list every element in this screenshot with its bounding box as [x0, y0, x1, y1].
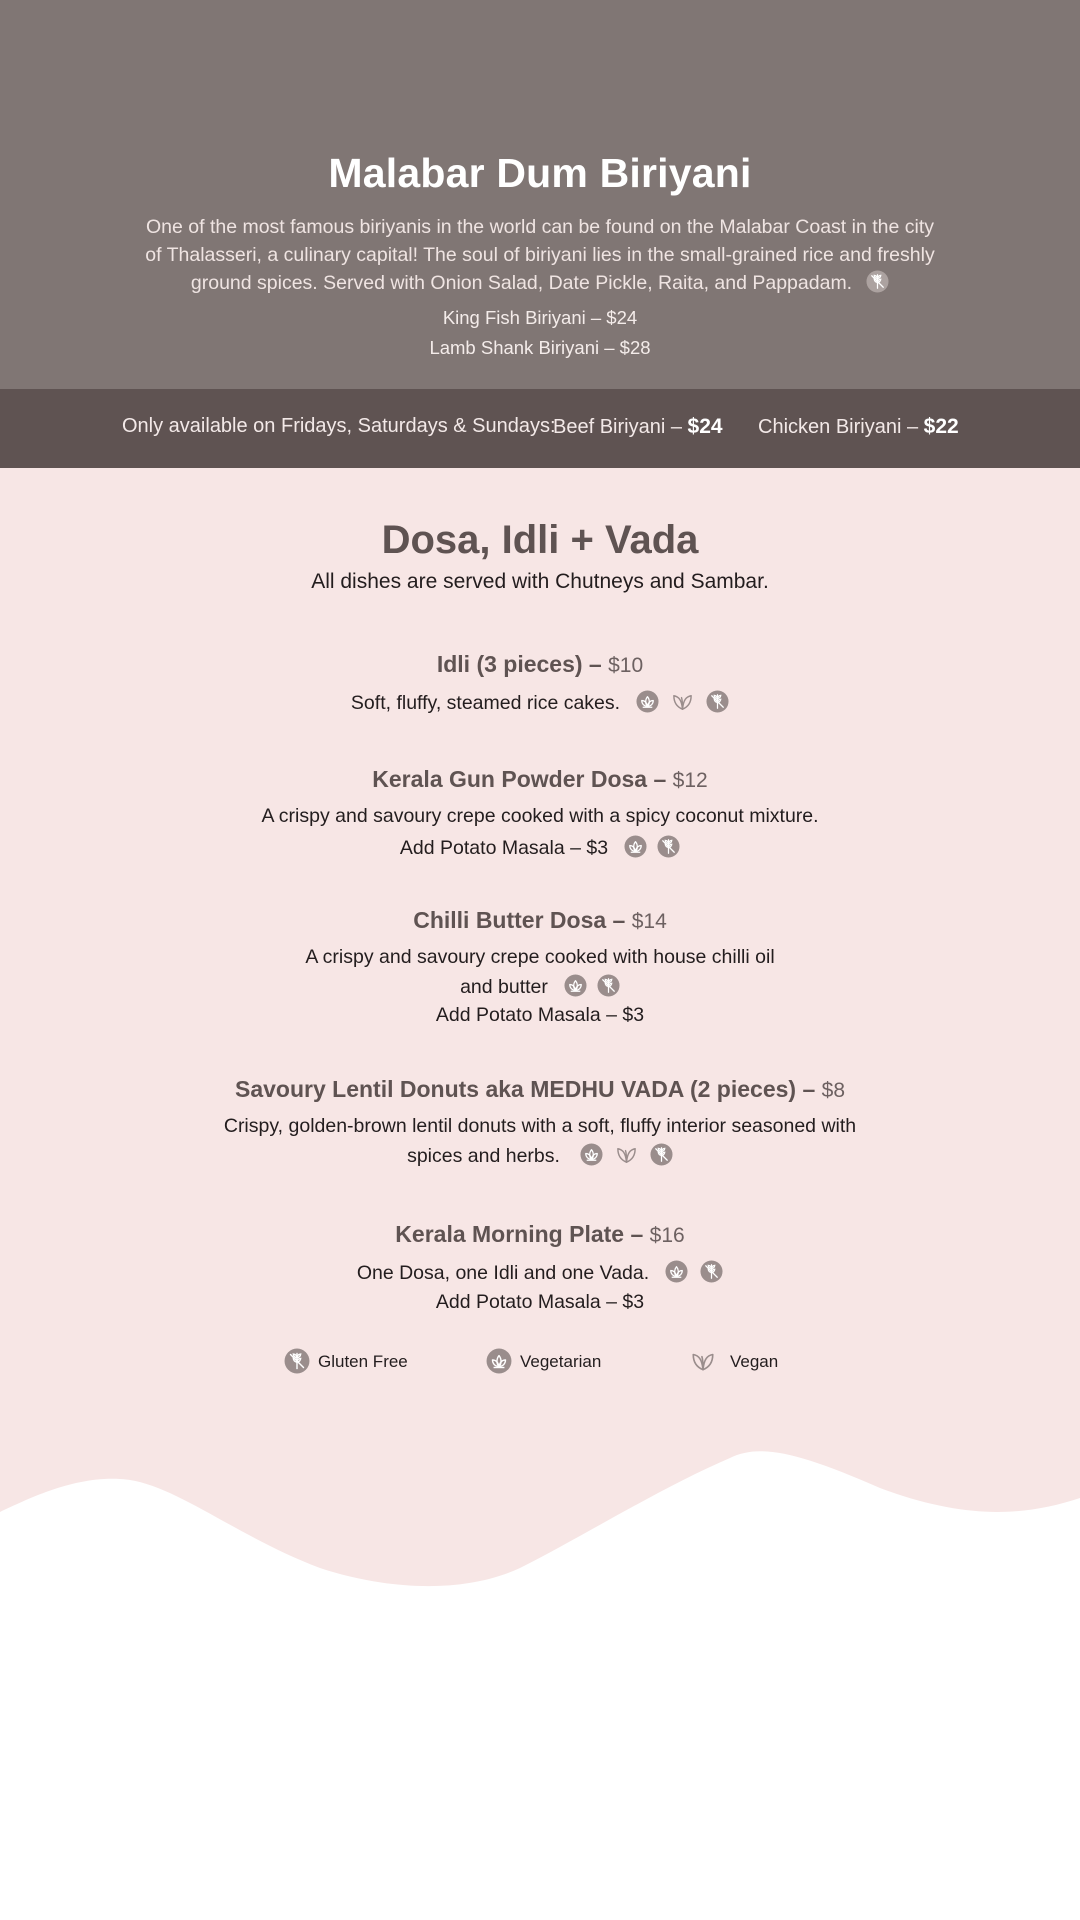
legend-label: Gluten Free	[318, 1352, 408, 1371]
gluten-free-icon	[597, 974, 620, 997]
item-price: $16	[649, 1224, 685, 1247]
beef-price: $24	[687, 415, 723, 438]
legend-vegetarian	[486, 1348, 601, 1374]
gluten-free-icon	[700, 1260, 723, 1283]
biriyani-description	[110, 213, 970, 297]
menu-item-desc: A crispy and savoury crepe cooked with a spicy coconut mixture.	[261, 805, 819, 827]
menu-item-desc: Crispy, golden-brown lentil donuts with a soft, fluffy interior seasoned with	[223, 1115, 857, 1137]
menu-item-desc	[0, 974, 1080, 999]
chicken-biriyani	[758, 415, 959, 439]
item-addon-text: Add Potato Masala – $3	[399, 837, 609, 859]
legend-label: Vegan	[730, 1352, 779, 1371]
chicken-label: Chicken Biriyani –	[758, 416, 919, 438]
item-name: Idli (3 pieces) –	[436, 651, 602, 677]
gluten-free-icon	[284, 1348, 310, 1374]
vegetarian-icon	[486, 1348, 512, 1374]
vegetarian-icon	[580, 1143, 603, 1166]
menu-item-addon: Add Potato Masala – $3	[435, 1291, 645, 1313]
item-name: Savoury Lentil Donuts aka MEDHU VADA (2 pieces) –	[235, 1076, 816, 1102]
pink-background	[0, 468, 1080, 1638]
menu-item-desc	[0, 1143, 1080, 1168]
item-desc-text: Soft, fluffy, steamed rice cakes.	[350, 692, 621, 714]
item-price: $14	[631, 910, 667, 933]
beef-label: Beef Biriyani –	[553, 416, 682, 438]
menu-item-desc	[0, 1260, 1080, 1285]
biriyani-desc-line: of Thalasseri, a culinary capital! The soul of biriyani lies in the small-grained rice and freshly	[145, 244, 935, 266]
vegan-icon	[615, 1143, 638, 1166]
gluten-free-icon	[706, 690, 729, 713]
legend-gluten-free	[284, 1348, 408, 1374]
biriyani-section	[0, 0, 1080, 389]
item-price: $10	[608, 654, 644, 677]
item-name: Kerala Gun Powder Dosa –	[372, 766, 667, 792]
menu-item-addon	[0, 835, 1080, 860]
biriyani-desc-line-text: ground spices. Served with Onion Salad, Date Pickle, Raita, and Pappadam.	[190, 272, 853, 294]
biriyani-desc-line	[110, 269, 970, 297]
vegetarian-icon	[636, 690, 659, 713]
section-title: Dosa, Idli + Vada	[381, 518, 699, 562]
menu-item-desc: A crispy and savoury crepe cooked with house chilli oil	[305, 946, 775, 968]
menu-item-addon: Add Potato Masala – $3	[435, 1004, 645, 1026]
menu-item-name	[0, 651, 1080, 678]
vegetarian-icon	[665, 1260, 688, 1283]
item-desc-text: One Dosa, one Idli and one Vada.	[356, 1262, 650, 1284]
menu-item-name	[0, 1221, 1080, 1248]
gluten-free-icon	[657, 835, 680, 858]
item-name: Chilli Butter Dosa –	[413, 907, 626, 933]
biriyani-title: Malabar Dum Biriyani	[328, 150, 752, 196]
king-fish-price: King Fish Biriyani – $24	[442, 307, 638, 328]
chicken-price: $22	[923, 415, 959, 438]
section-subtitle: All dishes are served with Chutneys and Sambar.	[311, 570, 769, 593]
gluten-free-icon	[650, 1143, 673, 1166]
menu-item-name	[0, 907, 1080, 934]
item-desc-text: spices and herbs.	[407, 1145, 560, 1167]
vegetarian-icon	[564, 974, 587, 997]
lamb-shank-price: Lamb Shank Biriyani – $28	[429, 337, 651, 358]
weekend-special-strip	[0, 389, 1080, 468]
legend-vegan	[690, 1348, 778, 1374]
vegetarian-icon	[624, 835, 647, 858]
item-name: Kerala Morning Plate –	[395, 1221, 644, 1247]
menu-item-name	[0, 1076, 1080, 1103]
item-desc-text: and butter	[460, 976, 548, 998]
item-price: $8	[821, 1079, 845, 1102]
biriyani-desc-line: One of the most famous biriyanis in the world can be found on the Malabar Coast in the city	[145, 216, 934, 238]
menu-item-name	[0, 766, 1080, 793]
item-price: $12	[672, 769, 708, 792]
beef-biriyani	[553, 415, 723, 439]
legend-label: Vegetarian	[520, 1352, 602, 1371]
vegan-icon	[690, 1348, 716, 1374]
gluten-free-icon	[866, 270, 889, 293]
menu-item-desc	[0, 690, 1080, 715]
availability-note: Only available on Fridays, Saturdays & Sundays:	[122, 415, 556, 437]
vegan-icon	[671, 690, 694, 713]
